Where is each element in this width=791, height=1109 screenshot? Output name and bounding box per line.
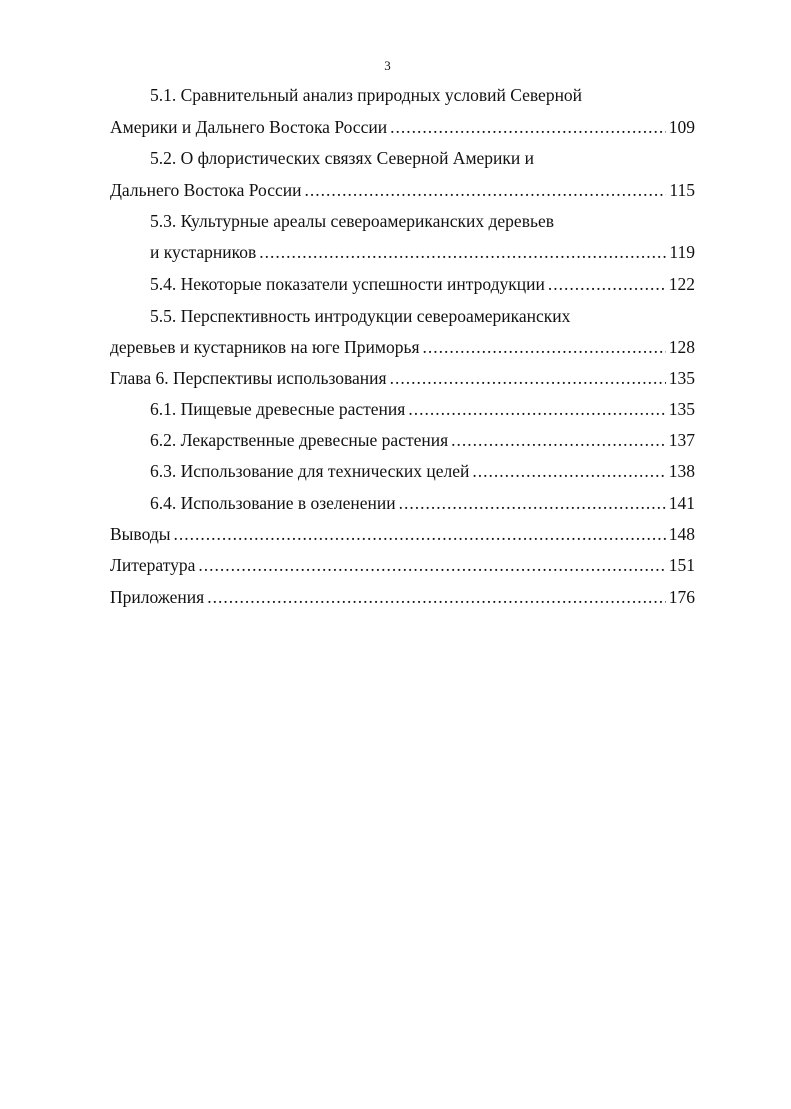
toc-entry-6-1 — [150, 398, 695, 420]
toc-entry-label: 6.4. Использование в озеленении — [150, 493, 396, 513]
toc-entry-6-4 — [150, 492, 695, 514]
toc-entry-6-3 — [150, 460, 695, 482]
page-number: 3 — [384, 58, 391, 73]
toc-entry-label: 6.2. Лекарственные древесные растения — [150, 430, 449, 450]
toc-entry-5-4 — [150, 273, 695, 295]
toc-entry-appendices — [110, 586, 695, 608]
dot-leader — [207, 586, 666, 608]
toc-page-number: 141 — [668, 493, 695, 513]
dot-leader — [548, 273, 666, 295]
toc-entry-6-2 — [150, 429, 695, 451]
toc-entry-label: Приложения — [110, 587, 205, 607]
toc-entry-label: 5.4. Некоторые показатели успешности интродукции — [150, 274, 545, 294]
toc-page-number: 151 — [668, 555, 695, 575]
dot-leader — [472, 460, 665, 482]
toc-entry-label: 6.1. Пищевые древесные растения — [150, 399, 406, 419]
toc-page-number: 109 — [668, 117, 695, 137]
dot-leader — [173, 523, 665, 545]
toc-entry-label: Дальнего Востока России — [110, 180, 302, 200]
dot-leader — [390, 116, 666, 138]
toc-entry-5-2 — [110, 179, 695, 201]
dot-leader — [408, 398, 665, 420]
toc-page-number: 148 — [668, 524, 695, 544]
toc-page-number: 115 — [669, 180, 695, 200]
toc-page-number: 128 — [668, 337, 695, 357]
toc-entry-label: Глава 6. Перспективы использования — [110, 368, 387, 388]
toc-page-number: 138 — [668, 461, 695, 481]
toc-entry-5-5 — [110, 336, 695, 358]
toc-page-number: 122 — [668, 274, 695, 294]
dot-leader — [451, 429, 666, 451]
toc-entry-chapter-6 — [110, 367, 695, 389]
toc-entry-5-1 — [110, 116, 695, 138]
dot-leader — [259, 241, 666, 263]
dot-leader — [399, 492, 666, 514]
toc-entry-5-3 — [150, 241, 695, 263]
toc-page-number: 119 — [669, 242, 695, 262]
toc-entry-label: и кустарников — [150, 242, 257, 262]
toc-entry-5-5-title: 5.5. Перспективность интродукции североамериканских — [150, 306, 571, 326]
toc-page-number: 137 — [668, 430, 695, 450]
dot-leader — [305, 179, 667, 201]
toc-entry-label: Выводы — [110, 524, 171, 544]
toc-entry-literature — [110, 554, 695, 576]
dot-leader — [198, 554, 665, 576]
dot-leader — [390, 367, 666, 389]
dot-leader — [423, 336, 666, 358]
toc-entry-conclusions — [110, 523, 695, 545]
toc-entry-label: деревьев и кустарников на юге Приморья — [110, 337, 420, 357]
toc-entry-5-3-title: 5.3. Культурные ареалы североамериканских деревьев — [150, 211, 554, 231]
toc-page-number: 135 — [668, 399, 695, 419]
toc-entry-label: Литература — [110, 555, 196, 575]
toc-page-number: 176 — [668, 587, 695, 607]
toc-page-number: 135 — [668, 368, 695, 388]
toc-entry-5-1-title: 5.1. Сравнительный анализ природных условий Северной — [150, 85, 583, 105]
toc-entry-label: Америки и Дальнего Востока России — [110, 117, 388, 137]
toc-entry-5-2-title: 5.2. О флористических связях Северной Америки и — [150, 148, 535, 168]
toc-entry-label: 6.3. Использование для технических целей — [150, 461, 470, 481]
